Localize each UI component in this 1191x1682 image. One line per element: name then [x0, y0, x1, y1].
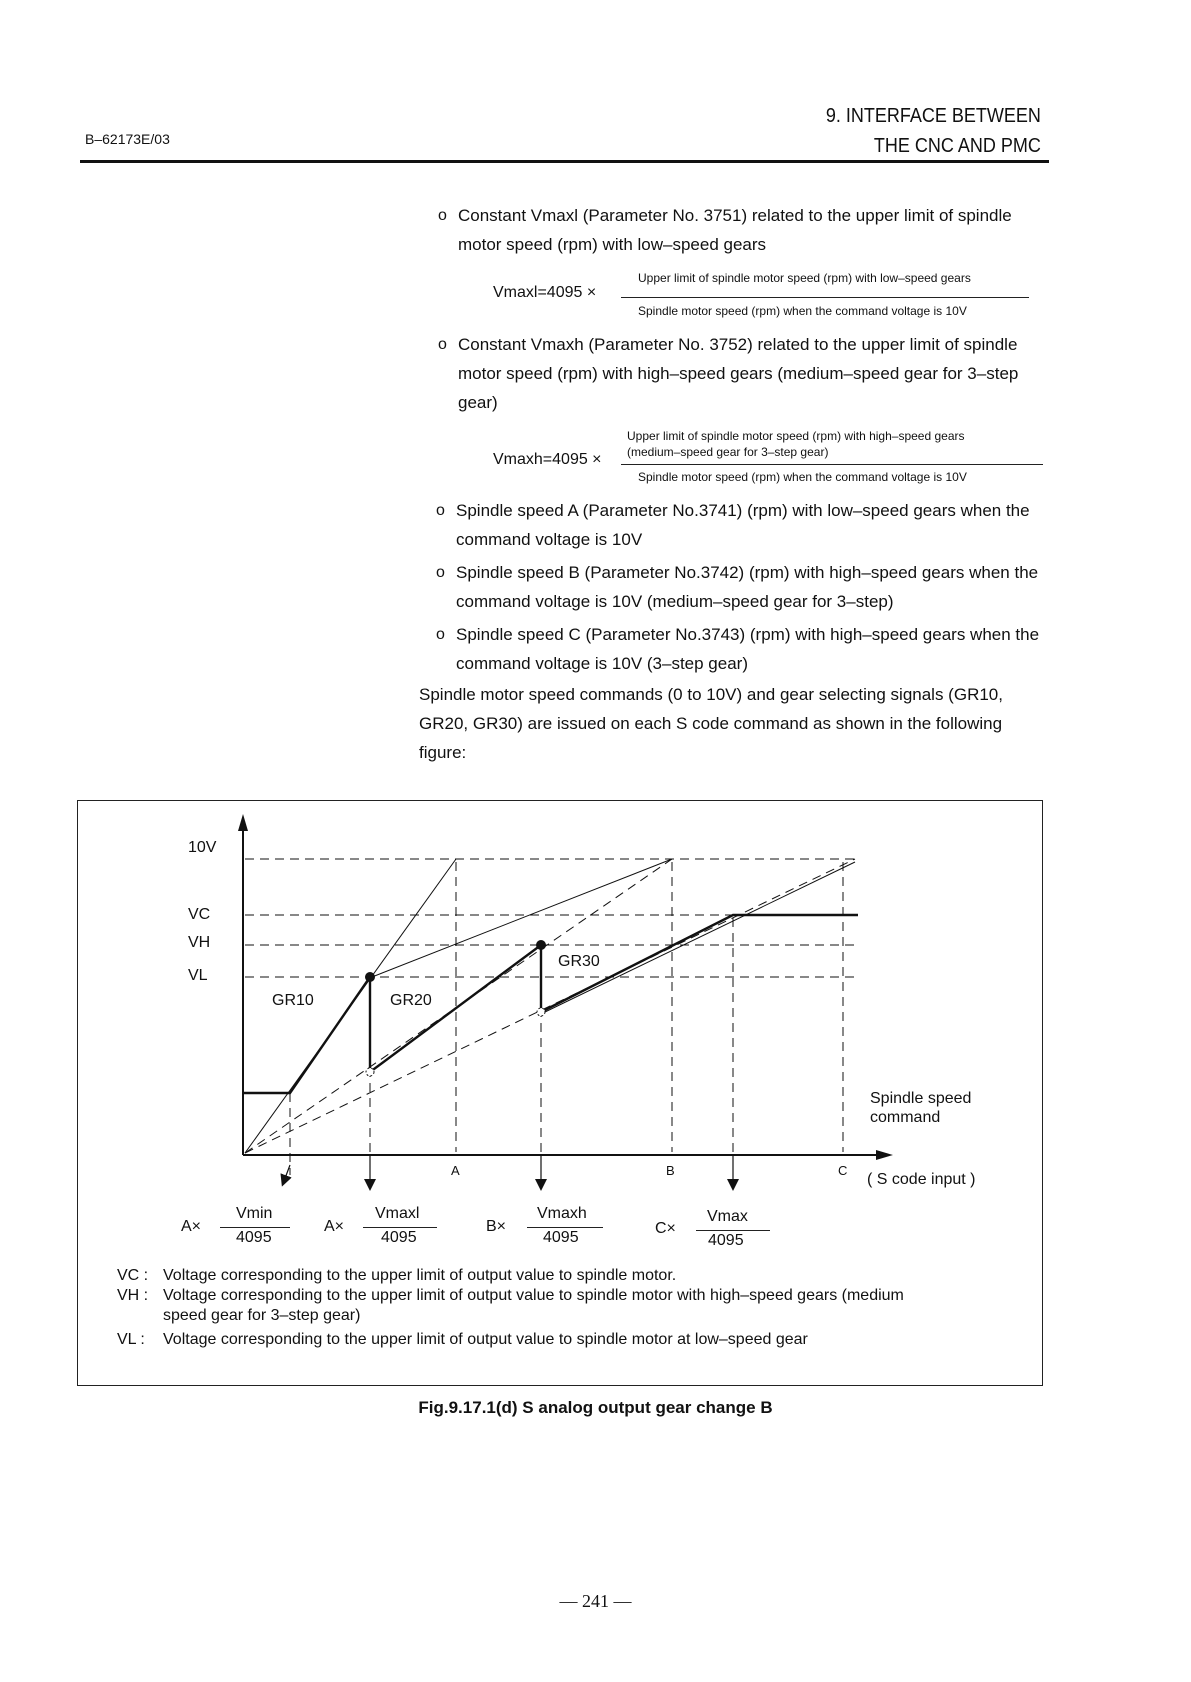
fraction-vmaxl-bar: [363, 1227, 437, 1228]
dot-gr30-start: [537, 1008, 545, 1016]
vmaxl-numerator: Upper limit of spindle motor speed (rpm) with low–speed gears: [638, 271, 971, 285]
fraction-vmax-bar: [696, 1230, 770, 1231]
bullet-marker: o: [436, 626, 445, 643]
dot-vl: [366, 973, 375, 982]
section-title-line1: 9. INTERFACE BETWEEN: [825, 105, 1041, 127]
label-vc: VC: [188, 906, 211, 923]
fraction-vmaxh-numerator: Vmaxh: [537, 1205, 587, 1222]
bullet-marker: o: [436, 502, 445, 519]
fraction-vmaxh-prefix: B×: [486, 1218, 507, 1235]
axis-note-line2: command: [870, 1109, 941, 1126]
vmaxl-formula-lhs: Vmaxl=4095 ×: [493, 284, 597, 301]
fraction-vmax-prefix: C×: [655, 1220, 676, 1237]
fraction-vmin-prefix: A×: [181, 1218, 202, 1235]
fraction-vmin-denominator: 4095: [236, 1229, 272, 1246]
axis-note: [870, 1089, 971, 1127]
label-vl: VL: [188, 967, 208, 984]
vmaxh-formula-lhs: Vmaxh=4095 ×: [493, 451, 602, 468]
vmaxl-denominator: Spindle motor speed (rpm) when the command voltage is 10V: [638, 304, 967, 318]
bullet-vmaxl-line2: motor speed (rpm) with low–speed gears: [458, 235, 767, 254]
bullet-vmaxh-line2: motor speed (rpm) with high–speed gears (medium–speed gear for 3–step: [458, 364, 1019, 383]
fraction-vmaxl-prefix: A×: [324, 1218, 345, 1235]
bullet-speed-b-line2: command voltage is 10V (medium–speed gear for 3–step): [456, 592, 894, 611]
dot-vh: [537, 941, 546, 950]
paragraph-line1: Spindle motor speed commands (0 to 10V) and gear selecting signals (GR10,: [419, 685, 1003, 704]
vmaxh-numerator-line2: (medium–speed gear for 3–step gear): [627, 445, 829, 459]
dot-gr20-start: [366, 1068, 374, 1076]
fraction-vmin-numerator: Vmin: [236, 1205, 273, 1222]
label-10v: 10V: [188, 839, 217, 856]
tick-arrow-vmin: [284, 1165, 290, 1181]
fraction-vmax-denominator: 4095: [708, 1232, 744, 1249]
bullet-speed-a-line2: command voltage is 10V: [456, 530, 643, 549]
note-vh-text-line2: speed gear for 3–step gear): [163, 1307, 361, 1324]
axis-note-line1: Spindle speed: [870, 1090, 972, 1107]
label-gr10: GR10: [272, 992, 314, 1009]
fraction-vmin-bar: [220, 1227, 290, 1228]
note-vh-key: VH :: [117, 1287, 149, 1304]
fraction-vmaxh-bar: [527, 1227, 603, 1228]
fraction-vmaxl-numerator: Vmaxl: [375, 1205, 420, 1222]
paragraph-line2: GR20, GR30) are issued on each S code command as shown in the following: [419, 714, 1003, 733]
note-vc-text: Voltage corresponding to the upper limit of output value to spindle motor.: [163, 1267, 677, 1284]
bullet-marker: o: [438, 336, 447, 353]
note-vh-text-line1: Voltage corresponding to the upper limit of output value to spindle motor with high–speed gears (medium: [163, 1287, 904, 1304]
x-axis-arrow-icon: [876, 1150, 893, 1160]
label-vh: VH: [188, 934, 211, 951]
bullet-vmaxh-line3: gear): [458, 393, 498, 412]
ray-gr30-upper: [545, 862, 855, 1012]
note-vl-text: Voltage corresponding to the upper limit of output value to spindle motor at low–speed gear: [163, 1331, 808, 1348]
label-point-c: C: [838, 1163, 848, 1178]
bullet-vmaxh-line1: Constant Vmaxh (Parameter No. 3752) related to the upper limit of spindle: [458, 335, 1018, 354]
label-gr30: GR30: [558, 953, 600, 970]
paragraph-line3: figure:: [419, 743, 467, 762]
label-gr20: GR20: [390, 992, 432, 1009]
bullet-speed-b-line1: Spindle speed B (Parameter No.3742) (rpm) with high–speed gears when the: [456, 563, 1039, 582]
vmaxh-denominator: Spindle motor speed (rpm) when the command voltage is 10V: [638, 470, 967, 484]
bullet-marker: o: [436, 564, 445, 581]
note-vl-key: VL :: [117, 1331, 145, 1348]
document-code: B–62173E/03: [85, 131, 170, 147]
note-vc-key: VC :: [117, 1267, 149, 1284]
label-point-b: B: [666, 1163, 675, 1178]
ray-gr30: [245, 859, 855, 1153]
bullet-vmaxl-line1: Constant Vmaxl (Parameter No. 3751) related to the upper limit of spindle: [458, 206, 1012, 225]
section-title-line2: THE CNC AND PMC: [873, 135, 1041, 157]
bullet-speed-c-line2: command voltage is 10V (3–step gear): [456, 654, 748, 673]
fraction-vmaxh-denominator: 4095: [543, 1229, 579, 1246]
y-axis-arrow-icon: [238, 814, 248, 831]
figure-caption: Fig.9.17.1(d) S analog output gear change B: [418, 1398, 773, 1417]
bullet-marker: o: [438, 207, 447, 224]
x-axis-label: ( S code input ): [867, 1171, 976, 1188]
output-profile-line: [243, 915, 858, 1093]
vmaxh-numerator-line1: Upper limit of spindle motor speed (rpm) with high–speed gears: [627, 429, 965, 443]
label-point-a: A: [451, 1163, 460, 1178]
bullet-speed-c-line1: Spindle speed C (Parameter No.3743) (rpm) with high–speed gears when the: [456, 625, 1040, 644]
page-number: — 241 —: [559, 1591, 632, 1611]
fraction-vmax-numerator: Vmax: [707, 1208, 748, 1225]
bullet-speed-a-line1: Spindle speed A (Parameter No.3741) (rpm) with low–speed gears when the: [456, 501, 1030, 520]
fraction-vmaxl-denominator: 4095: [381, 1229, 417, 1246]
